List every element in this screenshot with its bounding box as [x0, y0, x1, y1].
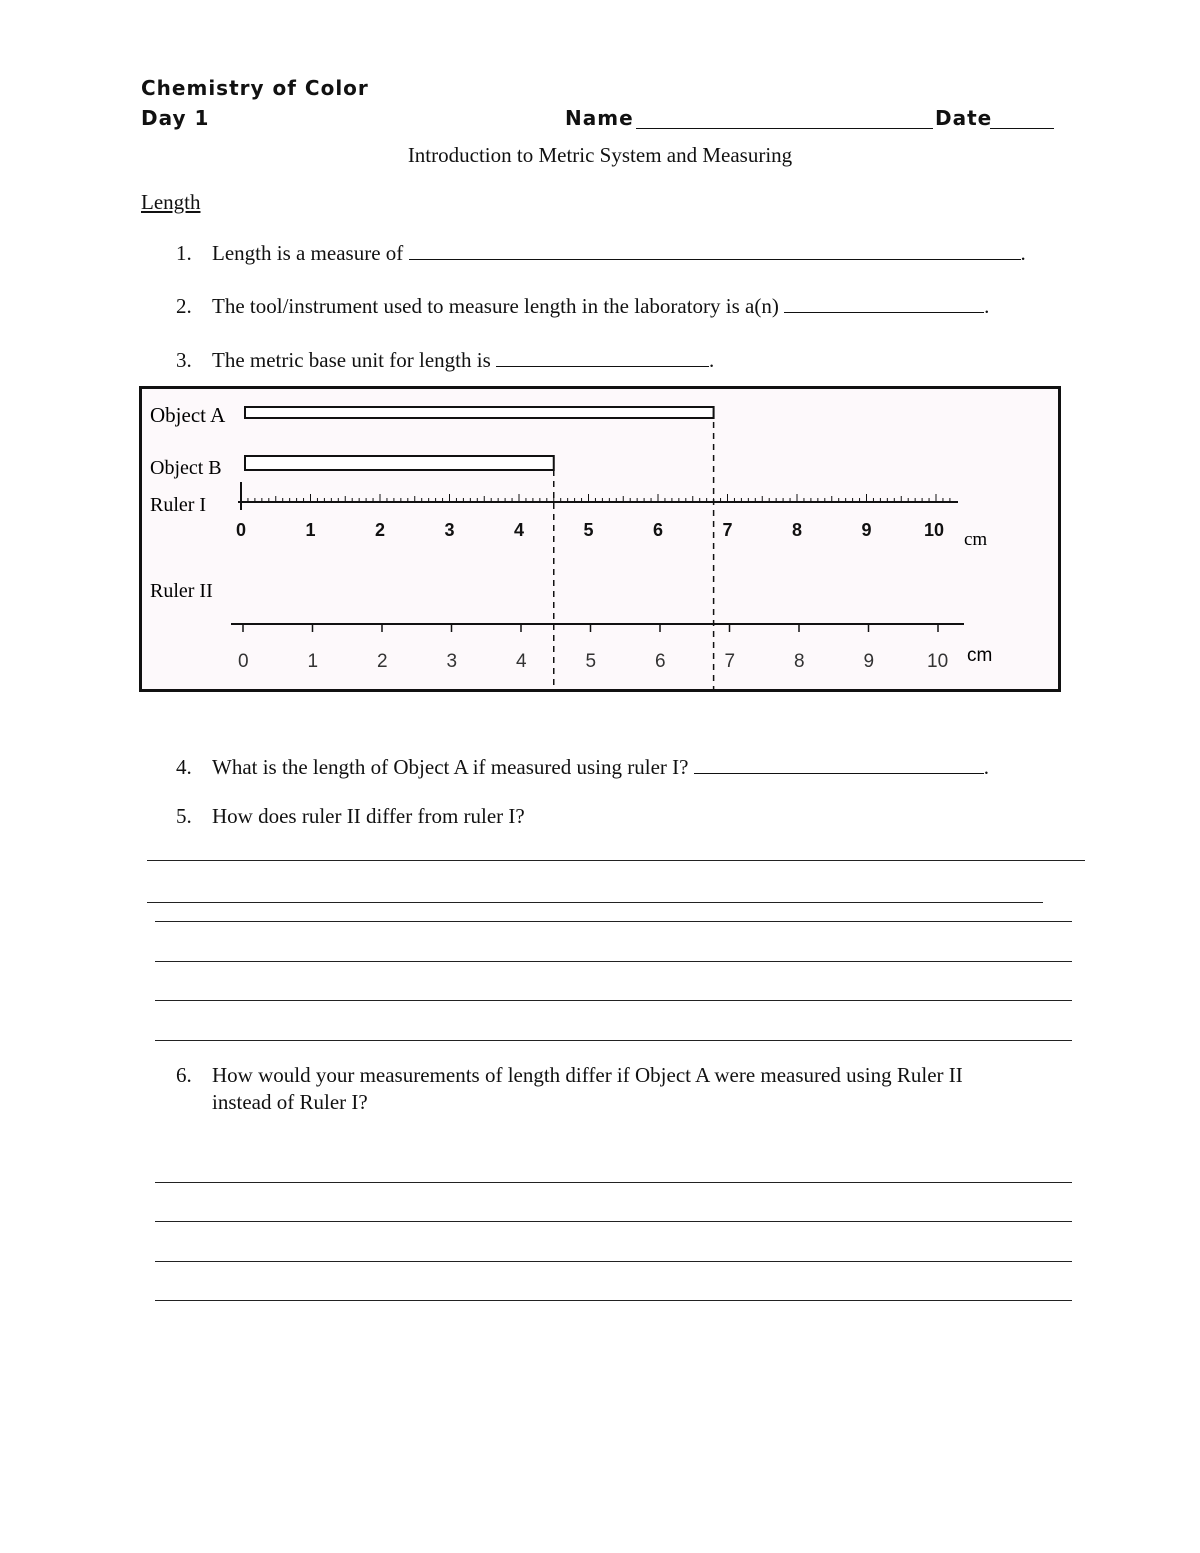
answer-line[interactable]	[155, 1300, 1072, 1301]
ruler-2-tick-label: 9	[863, 651, 875, 672]
question-text: The tool/instrument used to measure length in the laboratory is a(n)	[212, 294, 779, 318]
question-3	[176, 344, 714, 373]
punct: .	[709, 348, 715, 372]
answer-line[interactable]	[155, 961, 1072, 962]
ruler-2-tick-label: 6	[655, 651, 666, 672]
question-number: 2.	[176, 294, 192, 318]
ruler-2-tick-label: 2	[377, 651, 388, 672]
question-number: 4.	[176, 755, 192, 779]
ruler-2-unit: cm	[967, 645, 993, 666]
question-6	[176, 1063, 963, 1088]
ruler-2-tick-label: 10	[927, 651, 949, 672]
ruler-2-tick-label: 4	[516, 651, 527, 672]
answer-line[interactable]	[155, 1261, 1072, 1262]
question-number: 3.	[176, 348, 192, 372]
answer-line[interactable]	[155, 1221, 1072, 1222]
ruler-1-unit: cm	[964, 529, 988, 550]
answer-line[interactable]	[155, 1040, 1072, 1041]
dashed-guides	[554, 411, 714, 689]
ruler-1-tick-label: 3	[444, 520, 455, 540]
question-1	[176, 237, 1026, 266]
question-number: 5.	[176, 804, 192, 828]
ruler-2-tick-label: 5	[585, 651, 597, 672]
answer-blank-1[interactable]	[409, 237, 1021, 260]
answer-blank-2[interactable]	[784, 290, 984, 313]
object-a-bar	[245, 407, 714, 418]
punct: .	[984, 294, 990, 318]
name-label: Name	[565, 106, 634, 130]
answer-blank-3[interactable]	[496, 344, 709, 367]
ruler-1	[236, 482, 958, 540]
ruler-1-tick-label: 7	[722, 520, 733, 540]
ruler-1-tick-label: 2	[375, 520, 386, 540]
question-text: How would your measurements of length differ if Object A were measured using Ruler II	[212, 1063, 963, 1087]
object-b-bar	[245, 456, 554, 470]
answer-line[interactable]	[155, 921, 1072, 922]
question-number: 1.	[176, 241, 192, 265]
ruler-2-label: Ruler II	[150, 580, 213, 602]
ruler-1-tick-label: 6	[653, 520, 664, 540]
page-title: Introduction to Metric System and Measuring	[407, 143, 793, 167]
question-4	[176, 751, 989, 780]
ruler-figure	[139, 386, 1061, 692]
ruler-diagram	[142, 389, 1058, 689]
ruler-1-label: Ruler I	[150, 494, 207, 516]
date-field[interactable]	[990, 106, 1054, 129]
answer-line[interactable]	[155, 1000, 1072, 1001]
object-a-label: Object A	[150, 403, 226, 427]
ruler-1-tick-label: 4	[514, 520, 525, 540]
question-text: What is the length of Object A if measured using ruler I?	[212, 755, 689, 779]
ruler-1-tick-label: 0	[236, 520, 247, 540]
question-number: 6.	[176, 1063, 192, 1087]
course-title: Chemistry of Color	[141, 76, 369, 100]
ruler-2	[231, 624, 964, 672]
question-6-continued: instead of Ruler I?	[212, 1090, 368, 1114]
question-5	[176, 804, 525, 829]
punct: .	[1020, 241, 1026, 265]
answer-blank-4[interactable]	[694, 751, 984, 774]
answer-line[interactable]	[147, 860, 1085, 861]
ruler-2-tick-label: 7	[724, 651, 736, 672]
ruler-2-tick-label: 0	[238, 651, 249, 672]
question-text: How does ruler II differ from ruler I?	[212, 804, 525, 828]
ruler-2-tick-label: 1	[307, 651, 319, 672]
section-heading: Length	[141, 190, 201, 214]
name-field[interactable]	[636, 106, 933, 129]
question-2	[176, 290, 989, 319]
ruler-1-tick-label: 5	[583, 520, 594, 540]
answer-line[interactable]	[155, 1182, 1072, 1183]
ruler-1-tick-label: 9	[861, 520, 872, 540]
ruler-1-tick-label: 8	[792, 520, 803, 540]
day-label: Day 1	[141, 106, 210, 130]
punct: .	[983, 755, 989, 779]
ruler-2-tick-label: 3	[446, 651, 458, 672]
question-text: The metric base unit for length is	[212, 348, 491, 372]
ruler-2-tick-label: 8	[794, 651, 805, 672]
question-text: Length is a measure of	[212, 241, 404, 265]
ruler-1-tick-label: 10	[924, 520, 945, 540]
object-b-label: Object B	[150, 457, 222, 479]
answer-line[interactable]	[147, 902, 1043, 903]
ruler-1-tick-label: 1	[305, 520, 316, 540]
date-label: Date	[935, 106, 993, 130]
